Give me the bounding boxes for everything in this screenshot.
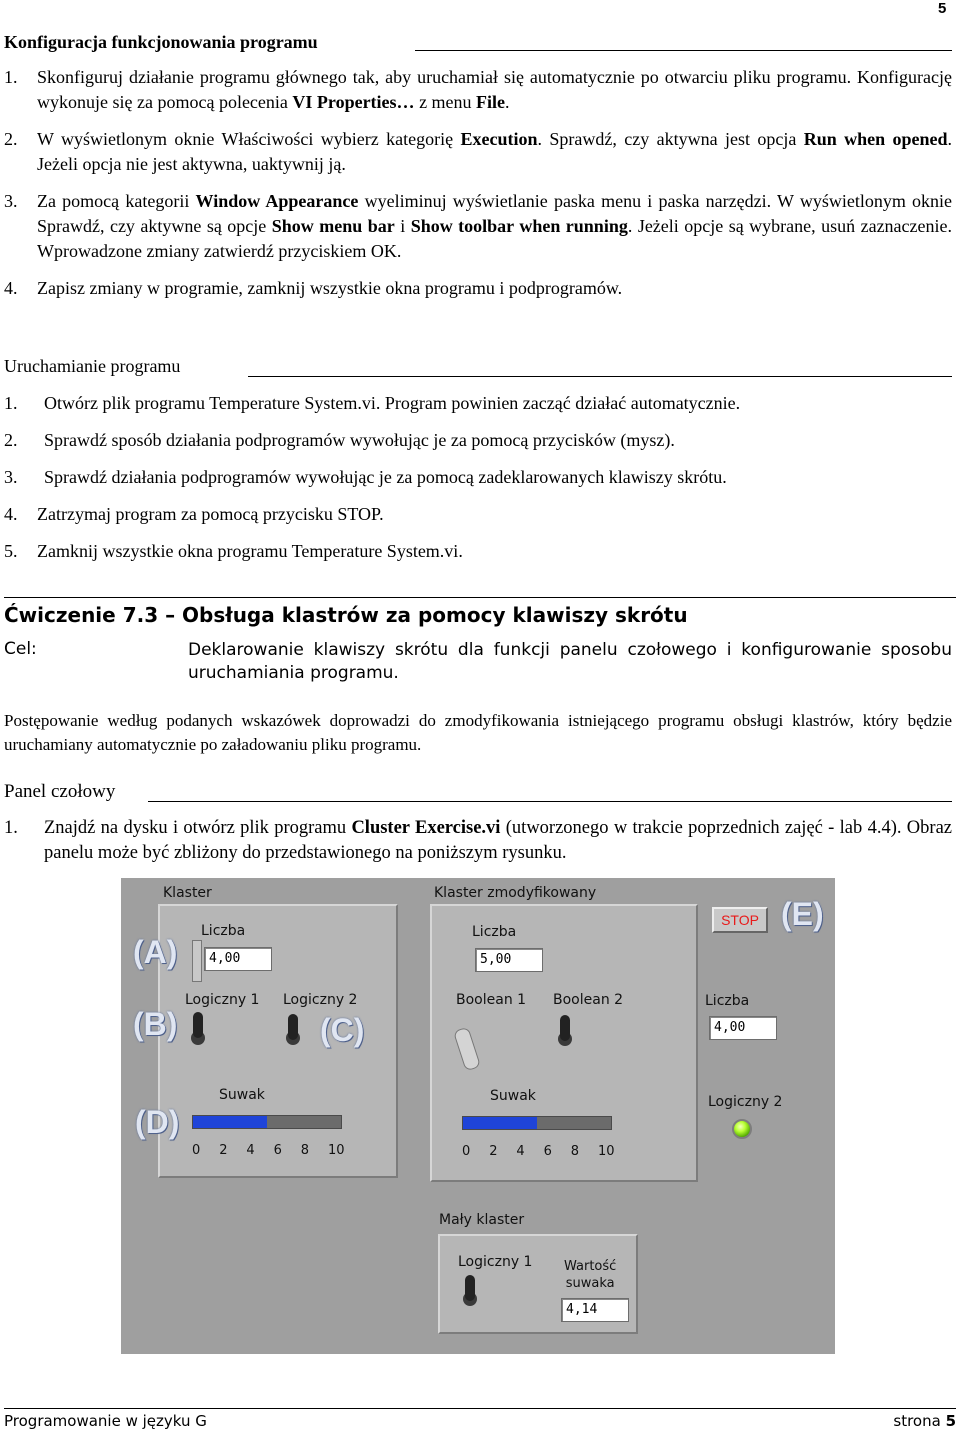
- marker-e: (E): [781, 896, 824, 932]
- item-text: [44, 816, 952, 866]
- item-text: Sprawdź sposób działania podprogramów wywołując je za pomocą przycisków (mysz).: [44, 430, 675, 450]
- heading-rule: [148, 801, 952, 802]
- numeric-label: Liczba: [705, 993, 750, 1009]
- labview-front-panel: [121, 878, 835, 1354]
- item-number: 1.: [4, 818, 18, 838]
- numeric-control[interactable]: 5,00: [475, 948, 543, 972]
- tick-label: 4: [246, 1143, 255, 1158]
- list-item: [4, 65, 952, 115]
- item-number: 5.: [4, 541, 18, 561]
- marker-d: (D): [135, 1104, 180, 1140]
- marker-b: (B): [133, 1006, 178, 1042]
- bold-term: Cluster Exercise.vi: [351, 818, 501, 838]
- heading-rule: [415, 50, 952, 51]
- slider-fill: [463, 1117, 537, 1129]
- item-text: [37, 189, 952, 264]
- bold-term: Run when opened: [803, 129, 948, 149]
- list-item: [4, 816, 952, 866]
- tick-label: 2: [489, 1144, 498, 1159]
- numeric-label: Liczba: [472, 924, 517, 940]
- list-item: [4, 276, 952, 301]
- tick-label: 0: [192, 1143, 201, 1158]
- section1-list: [4, 65, 952, 301]
- slider-label: Suwak: [490, 1088, 536, 1104]
- tick-label: 0: [462, 1144, 471, 1159]
- text-run: . Sprawdź, czy aktywna jest opcja: [537, 129, 804, 149]
- tick-label: 4: [516, 1144, 525, 1159]
- led-label: Logiczny 2: [708, 1094, 783, 1110]
- text-run: Skonfiguruj działanie programu głównego tak, aby uruchamiał się automatycznie po otwarciu pliku programu. Konfigurację wykonuje się za pomocą polecenia: [37, 67, 952, 112]
- text-run: wyeliminuj wyświetlanie paska menu i paska narzędzi. W wyświetlonym oknie Sprawdź, czy aktywne są opcje: [37, 191, 952, 236]
- item-number: 3.: [4, 191, 18, 211]
- tick-label: 6: [273, 1143, 282, 1158]
- section2-list: [4, 391, 952, 564]
- text-run: . Jeżeli opcje są wybrane, usuń zaznaczenie. Wprowadzone zmiany zatwierdź przyciskiem OK.: [37, 216, 953, 261]
- slider-label: Suwak: [219, 1087, 265, 1103]
- item-text: Zamknij wszystkie okna programu Temperature System.vi.: [37, 541, 463, 561]
- footer-left: Programowanie w języku G: [4, 1412, 207, 1430]
- item-number: 2.: [4, 430, 18, 450]
- toggle-lever[interactable]: [288, 1014, 298, 1040]
- numeric-indicator: 4,14: [561, 1298, 629, 1322]
- bool2-label: Boolean 2: [553, 992, 624, 1008]
- tick-label: 10: [328, 1143, 345, 1158]
- text-run: Zapisz zmiany w programie, zamknij wszystkie okna programu i podprogramów.: [37, 278, 623, 298]
- item-number: 1.: [4, 67, 18, 87]
- item-text: Zatrzymaj program za pomocą przycisku STOP.: [37, 504, 384, 524]
- list-item: [4, 391, 952, 416]
- led-indicator-icon: [732, 1119, 752, 1139]
- item-text: Otwórz plik programu Temperature System.vi. Program powinien zacząć działać automatycznie.: [44, 393, 741, 413]
- bold-term: File: [476, 92, 506, 112]
- value-label-line2: suwaka: [565, 1276, 615, 1291]
- cluster-title: Mały klaster: [439, 1212, 525, 1228]
- list-item: [4, 502, 952, 527]
- section-heading-running: Uruchamianie programu: [4, 356, 181, 376]
- list-item: [4, 465, 952, 490]
- bold-term: Window Appearance: [195, 191, 359, 211]
- text-run: . Jeżeli opcja nie jest aktywna, uaktywnij ją.: [37, 129, 952, 174]
- item-number: 1.: [4, 393, 18, 413]
- numeric-control[interactable]: 4,00: [204, 947, 272, 971]
- goal-text: Deklarowanie klawiszy skrótu dla funkcji panelu czołowego i konfigurowanie sposobu uruchamiania programu.: [188, 640, 952, 683]
- bold-term: Show menu bar: [271, 216, 395, 236]
- item-text: [37, 127, 952, 177]
- stop-button[interactable]: STOP: [712, 907, 768, 933]
- toggle-lever[interactable]: [465, 1275, 475, 1301]
- slider[interactable]: [462, 1116, 612, 1130]
- tick-label: 6: [543, 1144, 552, 1159]
- text-run: .: [505, 92, 510, 112]
- text-run: z menu: [414, 92, 477, 112]
- tick-label: 8: [570, 1144, 580, 1159]
- text-run: W wyświetlonym oknie Właściwości wybierz kategorię: [37, 129, 461, 149]
- text-run: Za pomocą kategorii: [37, 191, 196, 211]
- heading-rule: [248, 376, 952, 377]
- footer-right: [893, 1412, 956, 1430]
- numeric-label: Liczba: [201, 923, 246, 939]
- cluster-title: Klaster: [163, 885, 212, 901]
- list-item: [4, 539, 952, 564]
- bold-term: Show toolbar when running: [410, 216, 628, 236]
- item-number: 2.: [4, 129, 18, 149]
- footer-rule: [4, 1408, 956, 1409]
- slider-fill: [193, 1116, 267, 1128]
- bool1-label: Logiczny 1: [185, 992, 260, 1008]
- item-text: [37, 65, 952, 115]
- bold-term: Execution: [460, 129, 538, 149]
- exercise-intro: Postępowanie według podanych wskazówek doprowadzi do zmodyfikowania istniejącego programu obsługi klastrów, który będzie uruchamiany automatycznie po załadowaniu pliku programu.: [4, 711, 952, 754]
- bool1-label: Boolean 1: [456, 992, 527, 1008]
- list-item: [4, 127, 952, 177]
- page-number: 5: [938, 0, 947, 17]
- marker-c: (C): [320, 1012, 365, 1048]
- numeric-control[interactable]: 4,00: [709, 1016, 777, 1040]
- item-number: 3.: [4, 467, 18, 487]
- footer-page-number: 5: [945, 1412, 956, 1430]
- text-run: i: [394, 216, 411, 236]
- item-text: Sprawdź działania podprogramów wywołując je za pomocą zadeklarowanych klawiszy skrótu.: [44, 467, 727, 487]
- footer-page-prefix: strona: [893, 1412, 946, 1430]
- list-item: [4, 428, 952, 453]
- toggle-lever[interactable]: [560, 1015, 570, 1041]
- bool-label: Logiczny 1: [458, 1254, 533, 1270]
- tick-label: 8: [300, 1143, 310, 1158]
- value-label: [564, 1258, 616, 1292]
- item-number: 4.: [4, 278, 18, 298]
- goal-label: Cel:: [4, 639, 37, 659]
- item-number: 4.: [4, 504, 18, 524]
- exercise-title: Ćwiczenie 7.3 – Obsługa klastrów za pomocy klawiszy skrótu: [4, 603, 688, 627]
- toggle-lever[interactable]: [193, 1012, 203, 1038]
- section-heading-configuration: Konfiguracja funkcjonowania programu: [4, 32, 318, 52]
- text-run: Znajdź na dysku i otwórz plik programu: [44, 818, 352, 838]
- tick-label: 2: [219, 1143, 228, 1158]
- value-label-line1: Wartość: [564, 1259, 617, 1274]
- increment-decrement-icon[interactable]: [192, 940, 202, 982]
- section-heading-front-panel: Panel czołowy: [4, 781, 116, 802]
- text-run: (utworzonego w trakcie poprzednich zajęć - lab 4.4). Obraz panelu może być zbliżony do przedstawionego na poniższym rysunku.: [44, 818, 952, 863]
- list-item: [4, 189, 952, 264]
- section3-list: [4, 816, 952, 866]
- exercise-top-rule: [4, 597, 956, 598]
- bool2-label: Logiczny 2: [283, 992, 358, 1008]
- bold-term: VI Properties…: [292, 92, 415, 112]
- marker-a: (A): [133, 934, 178, 970]
- cluster-title: Klaster zmodyfikowany: [434, 885, 597, 901]
- tick-label: 10: [598, 1144, 615, 1159]
- item-text: [37, 276, 622, 301]
- slider[interactable]: [192, 1115, 342, 1129]
